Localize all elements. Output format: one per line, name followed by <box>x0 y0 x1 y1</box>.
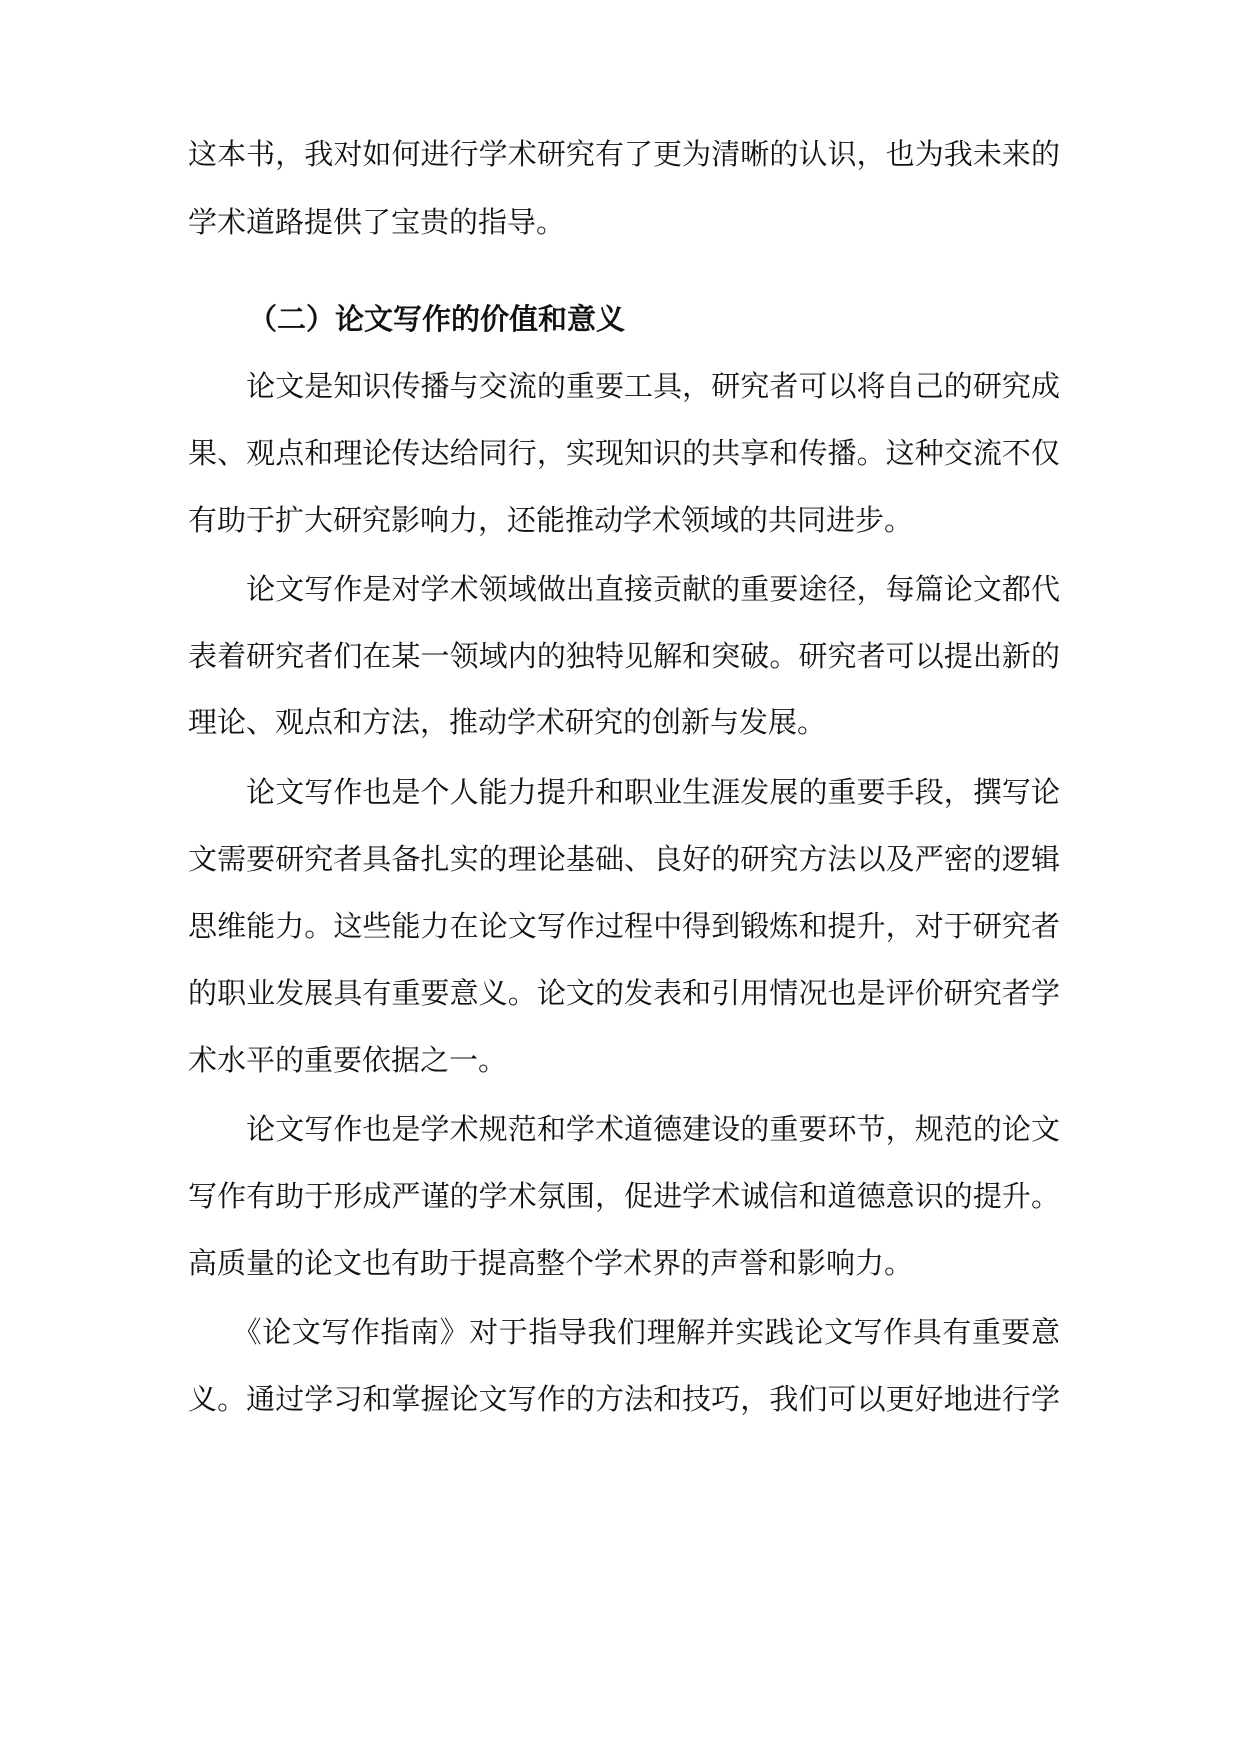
paragraph-1-line-1: 论文是知识传播与交流的重要工具，研究者可以将自己的研究成 <box>188 369 1060 403</box>
intro-line-1: 这本书，我对如何进行学术研究有了更为清晰的认识，也为我未来的 <box>188 137 1060 171</box>
paragraph-5-line-2: 义。通过学习和掌握论文写作的方法和技巧，我们可以更好地进行学 <box>188 1382 1060 1416</box>
paragraph-4-line-2: 写作有助于形成严谨的学术氛围，促进学术诚信和道德意识的提升。 <box>188 1179 1060 1213</box>
paragraph-3-line-4: 的职业发展具有重要意义。论文的发表和引用情况也是评价研究者学 <box>188 976 1060 1010</box>
paragraph-1-line-2: 果、观点和理论传达给同行，实现知识的共享和传播。这种交流不仅 <box>188 436 1060 470</box>
paragraph-5-line-1: 《论文写作指南》对于指导我们理解并实践论文写作具有重要意 <box>188 1315 1060 1349</box>
paragraph-1-line-3: 有助于扩大研究影响力，还能推动学术领域的共同进步。 <box>188 503 914 537</box>
paragraph-3-line-2: 文需要研究者具备扎实的理论基础、良好的研究方法以及严密的逻辑 <box>188 842 1060 876</box>
paragraph-2-line-2: 表着研究者们在某一领域内的独特见解和突破。研究者可以提出新的 <box>188 639 1060 673</box>
paragraph-3-line-3: 思维能力。这些能力在论文写作过程中得到锻炼和提升，对于研究者 <box>188 909 1060 943</box>
intro-line-2: 学术道路提供了宝贵的指导。 <box>188 205 566 239</box>
paragraph-3-line-1: 论文写作也是个人能力提升和职业生涯发展的重要手段，撰写论 <box>188 775 1060 809</box>
paragraph-2-line-1: 论文写作是对学术领域做出直接贡献的重要途径，每篇论文都代 <box>188 572 1060 606</box>
paragraph-3-line-5: 术水平的重要依据之一。 <box>188 1043 508 1077</box>
section-heading: （二）论文写作的价值和意义 <box>248 302 626 336</box>
paragraph-2-line-3: 理论、观点和方法，推动学术研究的创新与发展。 <box>188 705 827 739</box>
paragraph-4-line-3: 高质量的论文也有助于提高整个学术界的声誉和影响力。 <box>188 1246 914 1280</box>
paragraph-4-line-1: 论文写作也是学术规范和学术道德建设的重要环节，规范的论文 <box>188 1112 1060 1146</box>
